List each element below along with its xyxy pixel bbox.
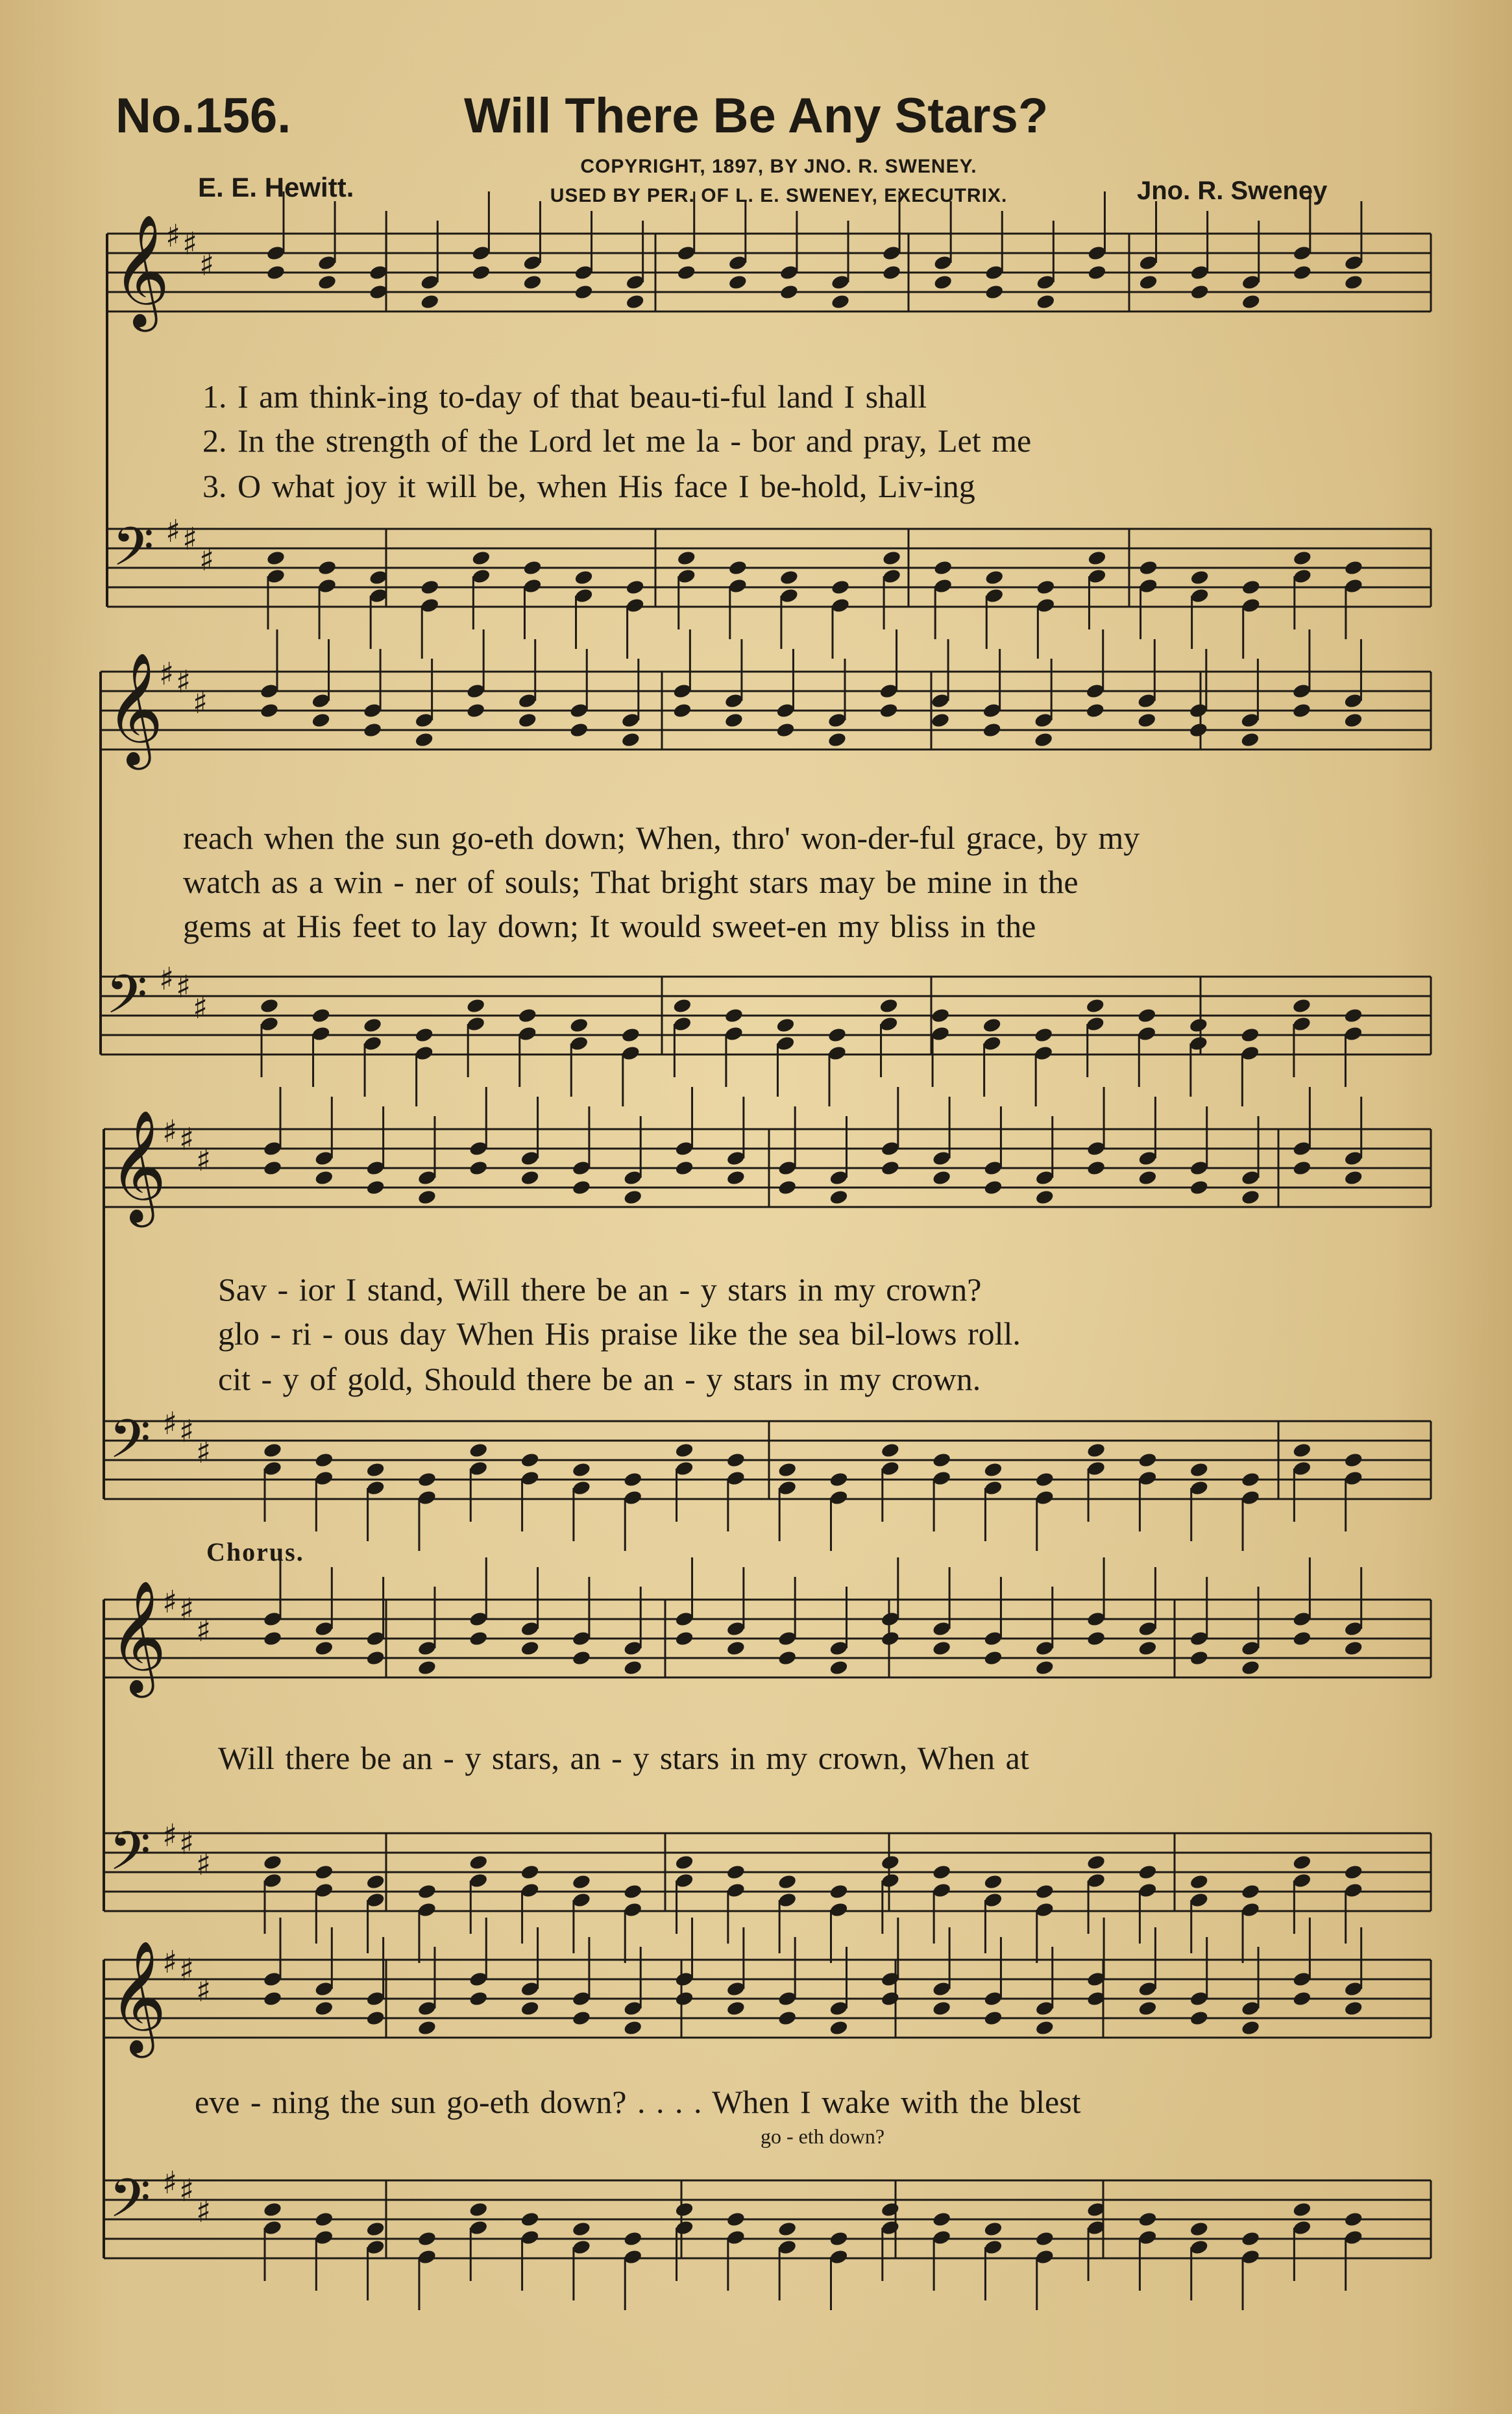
chorus-line1: Will there be an - y stars, an - y stars in my crown, When at <box>218 1740 1029 1776</box>
notehead <box>1036 579 1056 596</box>
notehead <box>1343 1007 1363 1024</box>
notehead <box>314 1169 334 1186</box>
notehead <box>777 1650 798 1666</box>
notehead <box>724 1007 744 1024</box>
key-sharp: ♯ <box>162 1584 178 1620</box>
hymn-number: No.156. <box>116 88 291 143</box>
notehead <box>621 731 641 748</box>
key-sharp: ♯ <box>179 1592 195 1628</box>
notehead <box>623 1659 643 1676</box>
bass-clef: 𝄢 <box>106 963 148 1039</box>
notehead <box>881 2201 901 2218</box>
notehead <box>831 293 851 310</box>
notehead <box>1240 731 1260 748</box>
key-sharp: ♯ <box>182 521 198 557</box>
chorus-label: Chorus. <box>206 1537 304 1567</box>
verse1-line2: reach when the sun go-eth down; When, thro' won-der-ful grace, by my <box>183 820 1140 856</box>
notehead <box>983 2010 1003 2027</box>
notehead <box>1138 1452 1158 1469</box>
treble-clef: 𝄞 <box>109 1580 167 1693</box>
notehead <box>520 2211 540 2228</box>
notehead <box>672 702 692 719</box>
notehead <box>417 1659 437 1676</box>
key-sharp: ♯ <box>159 961 175 997</box>
notehead <box>779 569 799 586</box>
notehead <box>829 1659 849 1676</box>
notehead <box>365 1873 385 1890</box>
notehead <box>263 1854 283 1871</box>
notehead <box>317 274 337 291</box>
key-sharp: ♯ <box>179 2173 195 2209</box>
bass-clef: 𝄢 <box>109 2167 151 2243</box>
verse2-line1: 2. In the strength of the Lord let me la - bor and pray, Let me <box>202 422 1032 459</box>
key-sharp: ♯ <box>193 685 208 721</box>
notehead <box>932 1452 952 1469</box>
author: E. E. Hewitt. <box>198 172 354 202</box>
notehead <box>623 1883 643 1900</box>
notehead <box>1034 2230 1055 2247</box>
notehead <box>983 1650 1003 1666</box>
notehead <box>777 1179 798 1196</box>
notehead <box>314 2000 334 2017</box>
notehead <box>1292 1442 1312 1459</box>
notehead <box>1137 712 1157 729</box>
notehead <box>1189 722 1209 738</box>
notehead <box>1138 2211 1158 2228</box>
notehead <box>933 274 953 291</box>
notehead <box>1343 2000 1363 2017</box>
notehead <box>882 550 902 567</box>
notehead <box>1034 1189 1055 1206</box>
notehead <box>623 1189 643 1206</box>
notehead <box>1086 1854 1106 1871</box>
notehead <box>260 997 280 1014</box>
copyright-line-2: USED BY PER. OF L. E. SWENEY, EXECUTRIX. <box>550 185 1008 206</box>
notehead <box>520 1169 540 1186</box>
copyright-line-1: COPYRIGHT, 1897, BY JNO. R. SWENEY. <box>580 156 977 177</box>
notehead <box>572 1873 592 1890</box>
notehead <box>1189 569 1210 586</box>
notehead <box>363 1017 383 1034</box>
notehead <box>1344 274 1364 291</box>
notehead <box>932 1169 952 1186</box>
notehead <box>777 1873 798 1890</box>
notehead <box>1241 1659 1261 1676</box>
notehead <box>726 1452 746 1469</box>
notehead <box>471 550 491 567</box>
notehead <box>572 2010 592 2027</box>
bass-clef: 𝄢 <box>109 1820 151 1896</box>
notehead <box>1241 1189 1261 1206</box>
notehead <box>726 2000 746 2017</box>
notehead <box>263 1990 283 2007</box>
notehead <box>520 1864 540 1881</box>
notehead <box>1034 1659 1055 1676</box>
notehead <box>1241 293 1261 310</box>
notehead <box>831 579 851 596</box>
notehead <box>263 2201 283 2218</box>
notehead <box>1034 1471 1055 1488</box>
notehead <box>365 1650 385 1666</box>
notehead <box>574 284 594 300</box>
key-sharp: ♯ <box>162 2165 178 2201</box>
notehead <box>1292 702 1312 719</box>
notehead <box>260 702 280 719</box>
notehead <box>728 274 748 291</box>
notehead <box>775 722 796 738</box>
notehead <box>1189 1179 1209 1196</box>
notehead <box>827 1027 847 1043</box>
notehead <box>984 284 1005 300</box>
notehead <box>266 264 286 281</box>
notehead <box>827 731 847 748</box>
notehead <box>728 559 748 576</box>
notehead <box>777 2010 798 2027</box>
notehead <box>466 997 486 1014</box>
verse2-line2: watch as a win - ner of souls; That bright stars may be mine in the <box>183 864 1079 900</box>
notehead <box>469 1630 489 1647</box>
notehead <box>1138 559 1158 576</box>
notehead <box>1189 1873 1209 1890</box>
notehead <box>365 2010 385 2027</box>
key-sharp: ♯ <box>176 664 191 700</box>
notehead <box>1292 2201 1312 2218</box>
notehead <box>932 1640 952 1657</box>
notehead <box>829 2019 849 2036</box>
notehead <box>414 1027 434 1043</box>
key-sharp: ♯ <box>159 656 175 692</box>
notehead <box>314 1640 334 1657</box>
notehead <box>829 1189 849 1206</box>
key-sharp: ♯ <box>179 1952 195 1988</box>
notehead <box>1086 1442 1106 1459</box>
notehead <box>674 1630 694 1647</box>
verse1-line3: Sav - ior I stand, Will there be an - y stars in my crown? <box>218 1271 982 1308</box>
notehead <box>623 2230 643 2247</box>
verse3-line3: cit - y of gold, Should there be an - y stars in my crown. <box>218 1361 981 1397</box>
notehead <box>263 1160 283 1177</box>
chorus-line2: eve - ning the sun go-eth down? . . . . When I wake with the blest <box>195 2084 1081 2120</box>
notehead <box>469 1990 489 2007</box>
notehead <box>263 1630 283 1647</box>
notehead <box>417 2230 437 2247</box>
key-sharp: ♯ <box>199 542 215 578</box>
bass-clef: 𝄢 <box>109 1408 151 1483</box>
notehead <box>365 1179 385 1196</box>
notehead <box>417 2019 437 2036</box>
notehead <box>520 2000 540 2017</box>
notehead <box>1292 1160 1312 1177</box>
notehead <box>932 1864 952 1881</box>
verse2-line3: glo - ri - ous day When His praise like the sea bil-lows roll. <box>218 1315 1021 1352</box>
notehead <box>931 1007 951 1024</box>
notehead <box>314 1864 334 1881</box>
treble-clef: 𝄞 <box>109 1940 167 2053</box>
notehead <box>471 264 491 281</box>
notehead <box>1240 1027 1260 1043</box>
key-sharp: ♯ <box>196 1142 212 1178</box>
notehead <box>674 1990 694 2007</box>
key-sharp: ♯ <box>196 1973 212 2009</box>
notehead <box>881 1630 901 1647</box>
bass-clef: 𝄢 <box>112 515 154 591</box>
notehead <box>1292 1854 1312 1871</box>
notehead <box>932 2211 952 2228</box>
notehead <box>674 1442 694 1459</box>
notehead <box>984 569 1005 586</box>
notehead <box>1343 1640 1363 1657</box>
notehead <box>417 1189 437 1206</box>
notehead <box>1034 1883 1055 1900</box>
chorus-cue: go - eth down? <box>761 2125 885 2148</box>
notehead <box>983 1461 1003 1478</box>
notehead <box>1085 702 1105 719</box>
notehead <box>574 569 594 586</box>
notehead <box>879 997 899 1014</box>
notehead <box>1292 997 1312 1014</box>
notehead <box>520 1640 540 1657</box>
notehead <box>1086 1630 1106 1647</box>
notehead <box>881 1854 901 1871</box>
hymn-title: Will There Be Any Stars? <box>464 88 1049 143</box>
notehead <box>1293 264 1313 281</box>
notehead <box>1137 1007 1157 1024</box>
notehead <box>882 264 902 281</box>
notehead <box>572 2221 592 2237</box>
notehead <box>829 1471 849 1488</box>
notehead <box>1292 1990 1312 2007</box>
notehead <box>1343 1864 1363 1881</box>
notehead <box>469 1160 489 1177</box>
key-sharp: ♯ <box>196 2193 212 2230</box>
notehead <box>266 550 286 567</box>
key-sharp: ♯ <box>196 1846 212 1883</box>
notehead <box>1241 2230 1261 2247</box>
notehead <box>621 1027 641 1043</box>
notehead <box>674 1160 694 1177</box>
notehead <box>417 1471 437 1488</box>
key-sharp: ♯ <box>179 1121 195 1158</box>
notehead <box>1189 284 1210 300</box>
key-sharp: ♯ <box>193 990 208 1026</box>
notehead <box>517 1007 537 1024</box>
key-sharp: ♯ <box>196 1613 212 1649</box>
notehead <box>1034 2019 1055 2036</box>
notehead <box>417 1883 437 1900</box>
notehead <box>1343 1169 1363 1186</box>
notehead <box>572 1461 592 1478</box>
notehead <box>1138 1169 1158 1186</box>
notehead <box>726 1640 746 1657</box>
notehead <box>263 1442 283 1459</box>
notehead <box>983 2221 1003 2237</box>
notehead <box>881 1442 901 1459</box>
notehead <box>1087 550 1107 567</box>
notehead <box>1085 997 1105 1014</box>
notehead <box>311 712 331 729</box>
treble-clef: 𝄞 <box>112 214 170 327</box>
key-sharp: ♯ <box>196 1434 212 1470</box>
notehead <box>522 274 543 291</box>
notehead <box>1241 1471 1261 1488</box>
notehead <box>623 2019 643 2036</box>
verse3-line2: gems at His feet to lay down; It would sweet-en my bliss in the <box>183 908 1036 944</box>
notehead <box>414 731 434 748</box>
notehead <box>365 2221 385 2237</box>
verse1-line1: 1. I am think-ing to-day of that beau-ti-ful land I shall <box>202 378 927 415</box>
notehead <box>1034 1027 1054 1043</box>
notehead <box>881 1160 901 1177</box>
notehead <box>775 1017 796 1034</box>
notehead <box>1138 1640 1158 1657</box>
notehead <box>676 550 696 567</box>
notehead <box>469 1854 489 1871</box>
notehead <box>879 702 899 719</box>
notehead <box>1138 2000 1158 2017</box>
notehead <box>469 2201 489 2218</box>
notehead <box>522 559 543 576</box>
composer: Jno. R. Sweney <box>1137 177 1328 205</box>
notehead <box>1189 1650 1209 1666</box>
notehead <box>569 1017 589 1034</box>
key-sharp: ♯ <box>165 218 181 254</box>
notehead <box>1087 264 1107 281</box>
notehead <box>1241 579 1261 596</box>
notehead <box>931 712 951 729</box>
notehead <box>569 722 589 738</box>
key-sharp: ♯ <box>199 247 215 283</box>
notehead <box>466 702 486 719</box>
notehead <box>1138 1864 1158 1881</box>
notehead <box>881 1990 901 2007</box>
notehead <box>1343 712 1363 729</box>
notehead <box>932 2000 952 2017</box>
key-sharp: ♯ <box>179 1825 195 1862</box>
notehead <box>517 712 537 729</box>
notehead <box>1292 1630 1312 1647</box>
notehead <box>317 559 337 576</box>
notehead <box>829 2230 849 2247</box>
notehead <box>777 2221 798 2237</box>
notehead <box>1189 2221 1209 2237</box>
verse3-line1: 3. O what joy it will be, when His face I be-hold, Liv-ing <box>202 468 975 504</box>
notehead <box>1189 1461 1209 1478</box>
notehead <box>1344 559 1364 576</box>
notehead <box>1086 1160 1106 1177</box>
notehead <box>572 1179 592 1196</box>
key-sharp: ♯ <box>165 513 181 550</box>
notehead <box>1241 1883 1261 1900</box>
notehead <box>469 1442 489 1459</box>
notehead <box>314 2211 334 2228</box>
key-sharp: ♯ <box>179 1413 195 1450</box>
notehead <box>674 1854 694 1871</box>
notehead <box>625 579 645 596</box>
notehead <box>982 1017 1002 1034</box>
notehead <box>726 2211 746 2228</box>
notehead <box>1293 550 1313 567</box>
notehead <box>672 997 692 1014</box>
notehead <box>520 1452 540 1469</box>
notehead <box>726 1169 746 1186</box>
key-sharp: ♯ <box>162 1406 178 1442</box>
notehead <box>1343 2211 1363 2228</box>
notehead <box>1138 274 1158 291</box>
notehead <box>779 284 799 300</box>
key-sharp: ♯ <box>162 1944 178 1981</box>
key-sharp: ♯ <box>162 1114 178 1150</box>
notehead <box>777 1461 798 1478</box>
notehead <box>676 264 696 281</box>
notehead <box>983 1179 1003 1196</box>
notehead <box>420 293 440 310</box>
notehead <box>674 2201 694 2218</box>
notehead <box>1036 293 1056 310</box>
notehead <box>1241 2019 1261 2036</box>
notehead <box>365 1461 385 1478</box>
notehead <box>1034 731 1054 748</box>
notehead <box>1343 1452 1363 1469</box>
notehead <box>311 1007 331 1024</box>
notehead <box>572 1650 592 1666</box>
notehead <box>1189 1017 1209 1034</box>
key-sharp: ♯ <box>162 1818 178 1854</box>
notehead <box>724 712 744 729</box>
notehead <box>983 1873 1003 1890</box>
treble-clef: 𝄞 <box>106 652 164 765</box>
key-sharp: ♯ <box>182 226 198 262</box>
notehead <box>982 722 1002 738</box>
treble-clef: 𝄞 <box>109 1110 167 1223</box>
key-sharp: ♯ <box>176 969 191 1005</box>
notehead <box>625 293 645 310</box>
notehead <box>314 1452 334 1469</box>
notehead <box>933 559 953 576</box>
notehead <box>829 1883 849 1900</box>
notehead <box>363 722 383 738</box>
notehead <box>420 579 440 596</box>
notehead <box>726 1864 746 1881</box>
notehead <box>623 1471 643 1488</box>
notehead <box>1189 2010 1209 2027</box>
